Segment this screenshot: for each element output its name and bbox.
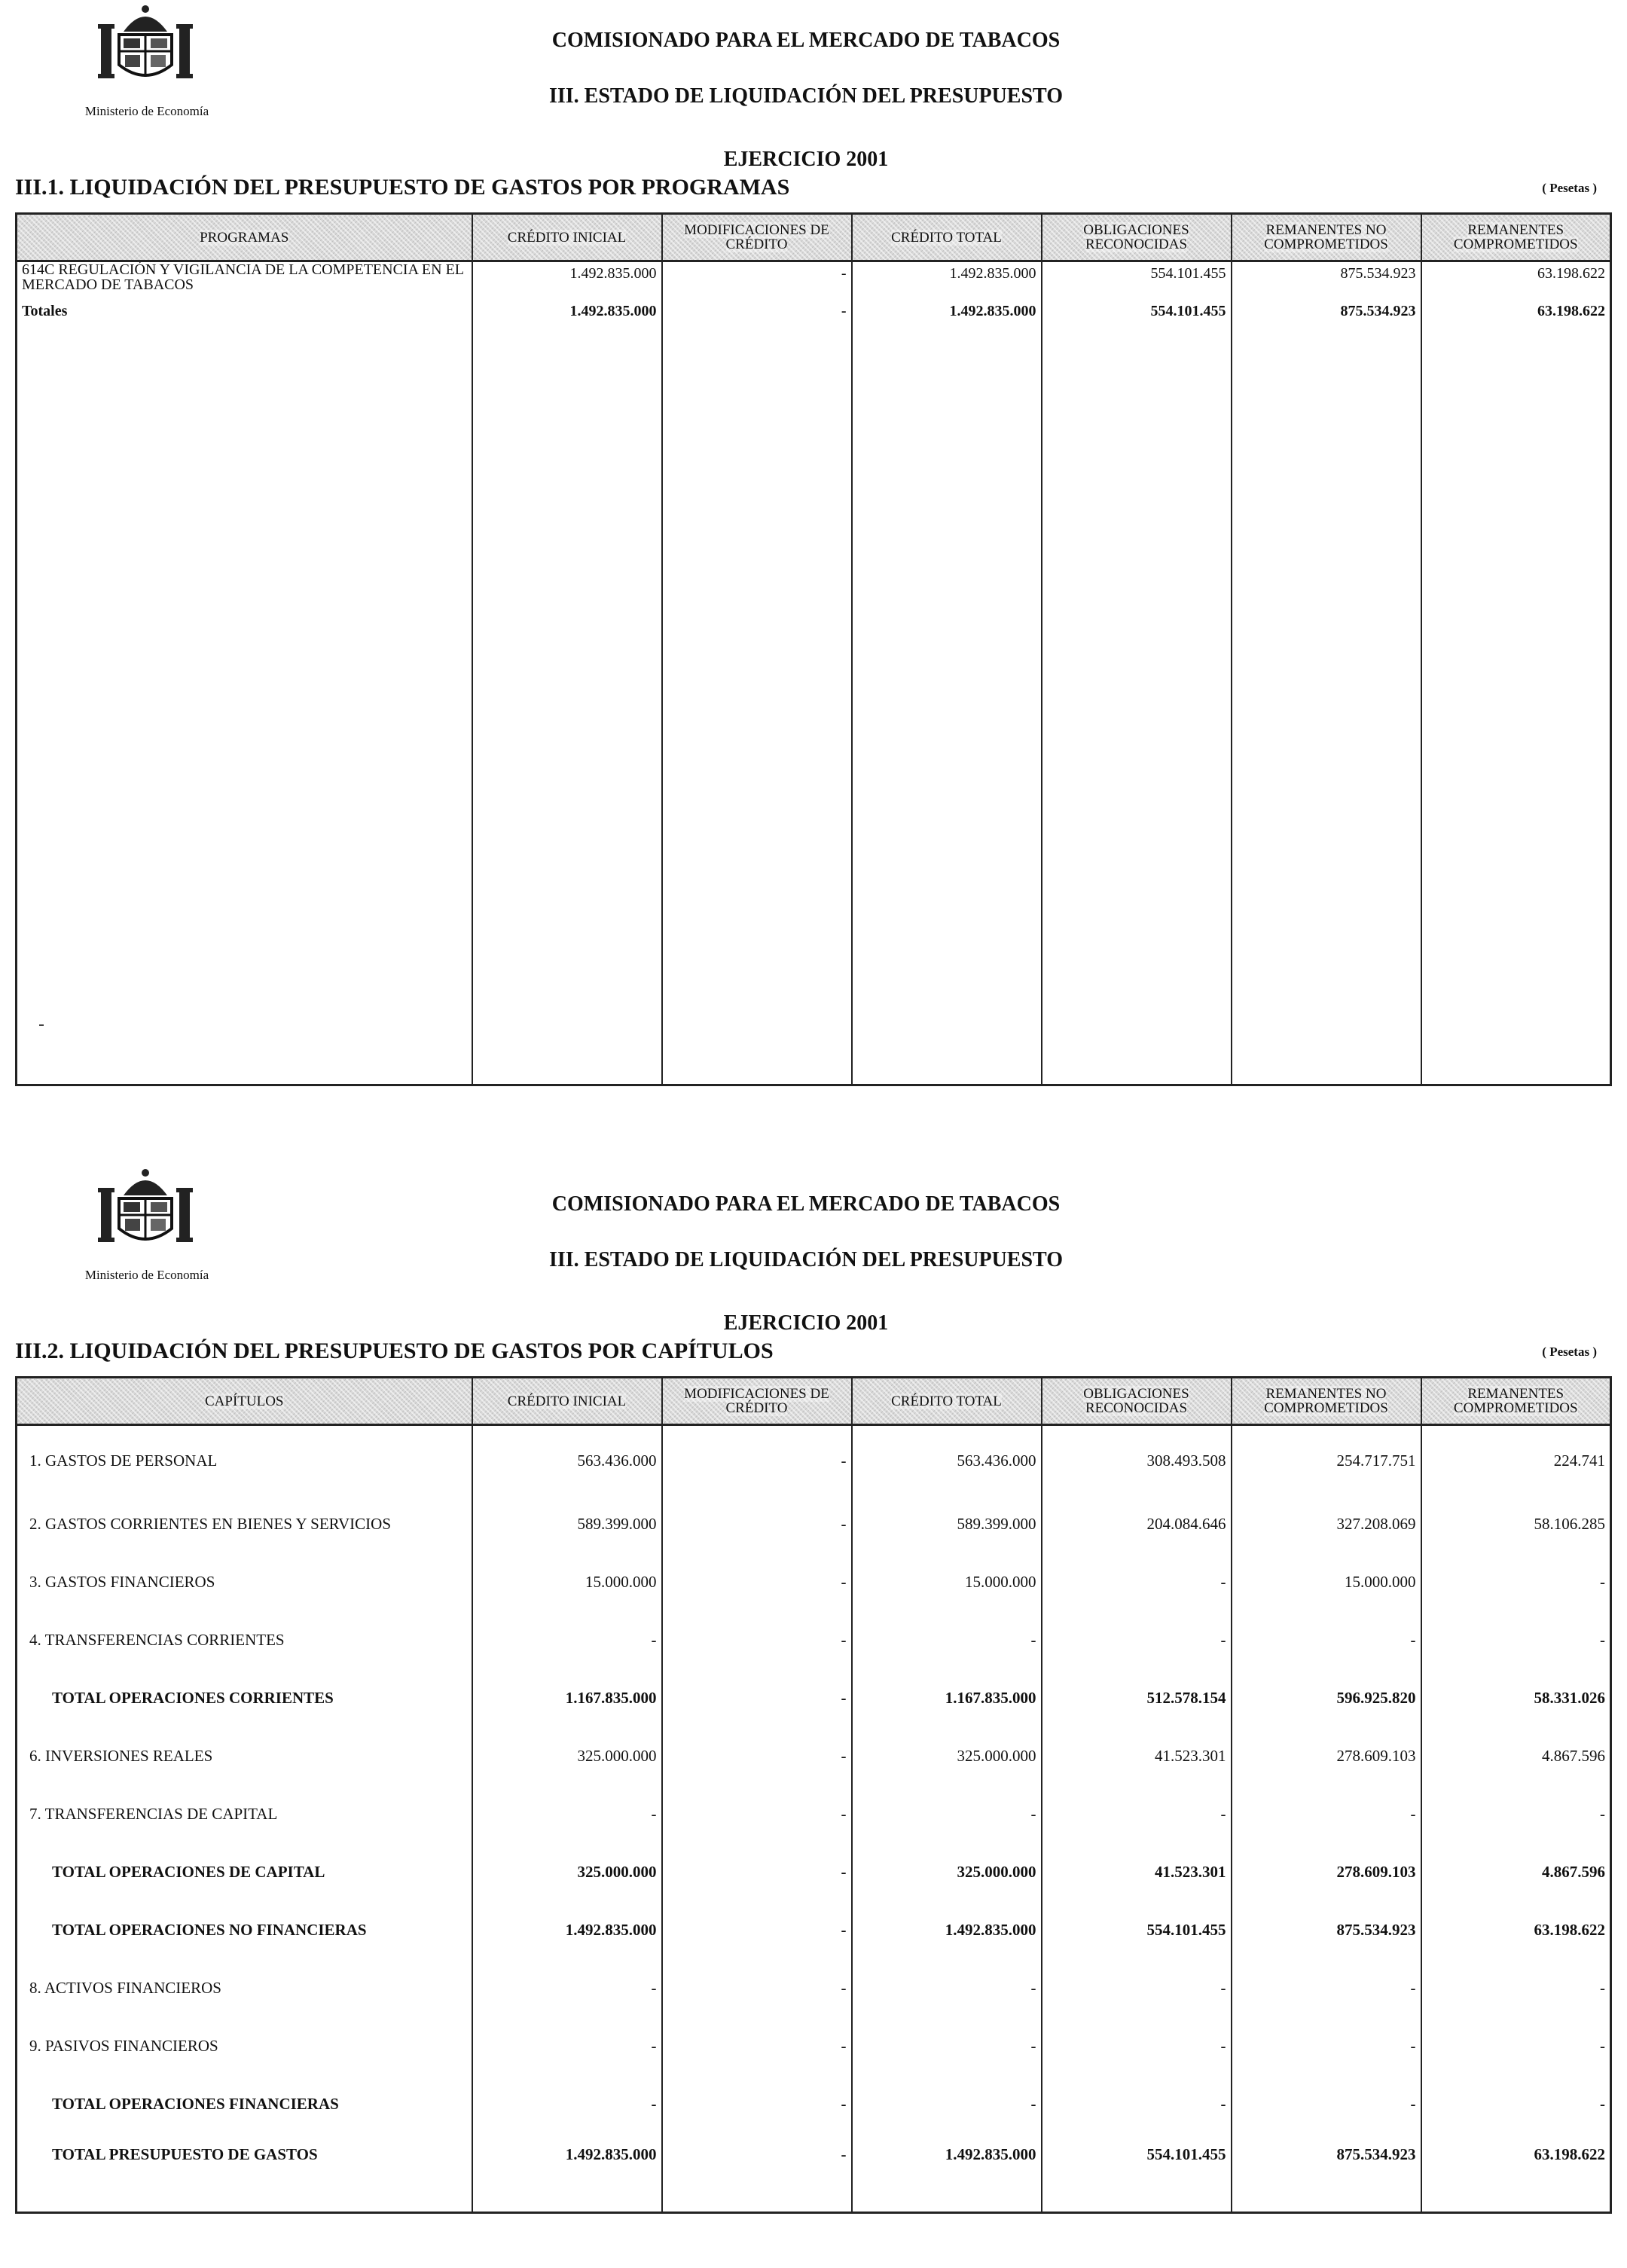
cell-value: 308.493.508 [1042, 1425, 1232, 1496]
coat-of-arms-icon [96, 1168, 194, 1250]
cell-value: 1.167.835.000 [472, 1669, 662, 1727]
cell-value: 278.609.103 [1232, 1843, 1421, 1901]
cell-value: 41.523.301 [1042, 1843, 1232, 1901]
table-row [17, 1425, 1611, 1496]
cell-value: - [1042, 2017, 1232, 2075]
table-header-row [17, 214, 1611, 261]
table-row [17, 2017, 1611, 2075]
cell-value: - [662, 1901, 852, 1959]
col-header-programas: PROGRAMAS [17, 214, 472, 261]
cell-value: 596.925.820 [1232, 1669, 1421, 1727]
cell-value: - [662, 1959, 852, 2017]
cell-value: - [1421, 1959, 1611, 2017]
chapter-label: 7. TRANSFERENCIAS DE CAPITAL [17, 1785, 472, 1843]
coat-of-arms-icon [96, 5, 194, 86]
col-header-remanentes: REMANENTES COMPROMETIDOS [1421, 214, 1611, 261]
chapter-label: 3. GASTOS FINANCIEROS [17, 1553, 472, 1611]
col-header-credito-total: CRÉDITO TOTAL [852, 214, 1042, 261]
ministry-label: Ministerio de Economía [84, 104, 209, 118]
cell-value: 1.492.835.000 [852, 1901, 1042, 1959]
cell-value: - [1042, 1611, 1232, 1669]
cell-value: 554.101.455 [1042, 1901, 1232, 1959]
cell-value: - [472, 1785, 662, 1843]
cell-value: - [662, 1785, 852, 1843]
organization-title: COMISIONADO PARA EL MERCADO DE TABACOS [551, 1192, 1061, 1216]
table-row [17, 1959, 1611, 2017]
cell-value: 15.000.000 [1232, 1553, 1421, 1611]
col-header-modificaciones: MODIFICACIONES DE CRÉDITO [662, 1378, 852, 1425]
section-title: III.1. LIQUIDACIÓN DEL PRESUPUESTO DE GASTOS POR PROGRAMAS [15, 175, 790, 200]
cell-value: - [1042, 1785, 1232, 1843]
cell-value: - [852, 1785, 1042, 1843]
cell-value: 278.609.103 [1232, 1727, 1421, 1785]
cell-value: 63.198.622 [1421, 1901, 1611, 1959]
chapter-label: 2. GASTOS CORRIENTES EN BIENES Y SERVICIOS [17, 1495, 472, 1553]
stray-mark [39, 1024, 44, 1026]
cell-value: - [662, 2133, 852, 2213]
cell-value: - [852, 2075, 1042, 2133]
cell-value: 563.436.000 [852, 1425, 1042, 1496]
cell-value: - [472, 1959, 662, 2017]
table-row [17, 1553, 1611, 1611]
cell-value: 875.534.923 [1232, 298, 1421, 328]
table-row [17, 1901, 1611, 1959]
cell-value: 63.198.622 [1421, 261, 1611, 299]
cell-value: 63.198.622 [1421, 298, 1611, 328]
fiscal-year: EJERCICIO 2001 [723, 1311, 889, 1335]
cell-value: - [662, 1495, 852, 1553]
table-row [17, 1727, 1611, 1785]
cell-value: - [852, 1611, 1042, 1669]
table-row [17, 261, 1611, 299]
col-header-remanentes: REMANENTES COMPROMETIDOS [1421, 1378, 1611, 1425]
cell-value: 327.208.069 [1232, 1495, 1421, 1553]
cell-value: 15.000.000 [852, 1553, 1042, 1611]
cell-value: 325.000.000 [852, 1843, 1042, 1901]
cell-value: 589.399.000 [472, 1495, 662, 1553]
cell-value: 875.534.923 [1232, 261, 1421, 299]
cell-value: 512.578.154 [1042, 1669, 1232, 1727]
chapter-label: 4. TRANSFERENCIAS CORRIENTES [17, 1611, 472, 1669]
table-header-row [17, 1378, 1611, 1425]
cell-value: 554.101.455 [1042, 298, 1232, 328]
totals-label: Totales [17, 298, 472, 328]
cell-value: - [1421, 1553, 1611, 1611]
cell-value: - [1232, 1785, 1421, 1843]
currency-units: ( Pesetas ) [1542, 181, 1597, 195]
table-row [17, 1785, 1611, 1843]
cell-value: 58.331.026 [1421, 1669, 1611, 1727]
fiscal-year: EJERCICIO 2001 [723, 148, 889, 171]
cell-value: 1.492.835.000 [852, 298, 1042, 328]
currency-units: ( Pesetas ) [1542, 1345, 1597, 1359]
cell-value: - [1421, 2075, 1611, 2133]
ministry-label: Ministerio de Economía [84, 1268, 209, 1282]
chapter-label: 9. PASIVOS FINANCIEROS [17, 2017, 472, 2075]
chapter-label: 8. ACTIVOS FINANCIEROS [17, 1959, 472, 2017]
col-header-obligaciones: OBLIGACIONES RECONOCIDAS [1042, 1378, 1232, 1425]
cell-value: - [1232, 1611, 1421, 1669]
document-subtitle: III. ESTADO DE LIQUIDACIÓN DEL PRESUPUESTO [548, 84, 1064, 108]
col-header-remanentes-no: REMANENTES NO COMPROMETIDOS [1232, 214, 1421, 261]
capitulos-table [15, 1376, 1612, 2214]
cell-value: 1.492.835.000 [472, 2133, 662, 2213]
cell-value: 63.198.622 [1421, 2133, 1611, 2213]
cell-value: - [662, 261, 852, 299]
cell-value: 589.399.000 [852, 1495, 1042, 1553]
cell-value: 1.492.835.000 [472, 298, 662, 328]
cell-value: - [662, 2075, 852, 2133]
chapter-label: TOTAL OPERACIONES CORRIENTES [17, 1669, 472, 1727]
col-header-credito-inicial: CRÉDITO INICIAL [472, 214, 662, 261]
cell-value: 563.436.000 [472, 1425, 662, 1496]
cell-value: 224.741 [1421, 1425, 1611, 1496]
col-header-credito-inicial: CRÉDITO INICIAL [472, 1378, 662, 1425]
cell-value: - [1042, 2075, 1232, 2133]
cell-value: - [1232, 2017, 1421, 2075]
chapter-label: TOTAL OPERACIONES DE CAPITAL [17, 1843, 472, 1901]
cell-value: 1.492.835.000 [472, 1901, 662, 1959]
program-label: 614C REGULACIÓN Y VIGILANCIA DE LA COMPETENCIA EN EL MERCADO DE TABACOS [17, 261, 472, 299]
cell-value: 325.000.000 [852, 1727, 1042, 1785]
section-capitulos [0, 1164, 1627, 2268]
table-row [17, 2133, 1611, 2213]
cell-value: - [472, 1611, 662, 1669]
col-header-capitulos: CAPÍTULOS [17, 1378, 472, 1425]
cell-value: - [662, 2017, 852, 2075]
cell-value: 4.867.596 [1421, 1843, 1611, 1901]
table-row [17, 1669, 1611, 1727]
cell-value: - [662, 1553, 852, 1611]
cell-value: - [662, 1727, 852, 1785]
cell-value: 1.492.835.000 [852, 2133, 1042, 2213]
cell-value: 58.106.285 [1421, 1495, 1611, 1553]
cell-value: 1.167.835.000 [852, 1669, 1042, 1727]
cell-value: - [1421, 2017, 1611, 2075]
chapter-label: 6. INVERSIONES REALES [17, 1727, 472, 1785]
cell-value: - [1232, 1959, 1421, 2017]
cell-value: - [472, 2017, 662, 2075]
table-row [17, 1611, 1611, 1669]
cell-value: 1.492.835.000 [472, 261, 662, 299]
cell-value: 204.084.646 [1042, 1495, 1232, 1553]
chapter-label: 1. GASTOS DE PERSONAL [17, 1425, 472, 1496]
cell-value: 4.867.596 [1421, 1727, 1611, 1785]
col-header-credito-total: CRÉDITO TOTAL [852, 1378, 1042, 1425]
cell-value: - [662, 1669, 852, 1727]
table-row [17, 1495, 1611, 1553]
table-row [17, 2075, 1611, 2133]
cell-value: - [1042, 1959, 1232, 2017]
cell-value: - [852, 2017, 1042, 2075]
cell-value: 41.523.301 [1042, 1727, 1232, 1785]
cell-value: - [472, 2075, 662, 2133]
programas-table [15, 212, 1612, 1086]
empty-row [17, 328, 1611, 1085]
chapter-label: TOTAL OPERACIONES NO FINANCIERAS [17, 1901, 472, 1959]
cell-value: - [852, 1959, 1042, 2017]
cell-value: - [1232, 2075, 1421, 2133]
cell-value: - [662, 1425, 852, 1496]
totals-row [17, 298, 1611, 328]
cell-value: 15.000.000 [472, 1553, 662, 1611]
table-row [17, 1843, 1611, 1901]
cell-value: 325.000.000 [472, 1727, 662, 1785]
cell-value: 875.534.923 [1232, 2133, 1421, 2213]
cell-value: 325.000.000 [472, 1843, 662, 1901]
section-programas [0, 0, 1627, 1085]
document-subtitle: III. ESTADO DE LIQUIDACIÓN DEL PRESUPUESTO [548, 1248, 1064, 1271]
organization-title: COMISIONADO PARA EL MERCADO DE TABACOS [551, 29, 1061, 52]
cell-value: - [1042, 1553, 1232, 1611]
cell-value: 554.101.455 [1042, 261, 1232, 299]
cell-value: 875.534.923 [1232, 1901, 1421, 1959]
cell-value: - [1421, 1611, 1611, 1669]
cell-value: 1.492.835.000 [852, 261, 1042, 299]
section-title: III.2. LIQUIDACIÓN DEL PRESUPUESTO DE GASTOS POR CAPÍTULOS [15, 1339, 774, 1363]
col-header-modificaciones: MODIFICACIONES DE CRÉDITO [662, 214, 852, 261]
col-header-obligaciones: OBLIGACIONES RECONOCIDAS [1042, 214, 1232, 261]
cell-value: 554.101.455 [1042, 2133, 1232, 2213]
cell-value: 254.717.751 [1232, 1425, 1421, 1496]
cell-value: - [662, 298, 852, 328]
col-header-remanentes-no: REMANENTES NO COMPROMETIDOS [1232, 1378, 1421, 1425]
cell-value: - [662, 1843, 852, 1901]
cell-value: - [662, 1611, 852, 1669]
cell-value: - [1421, 1785, 1611, 1843]
chapter-label: TOTAL OPERACIONES FINANCIERAS [17, 2075, 472, 2133]
chapter-label: TOTAL PRESUPUESTO DE GASTOS [17, 2133, 472, 2213]
